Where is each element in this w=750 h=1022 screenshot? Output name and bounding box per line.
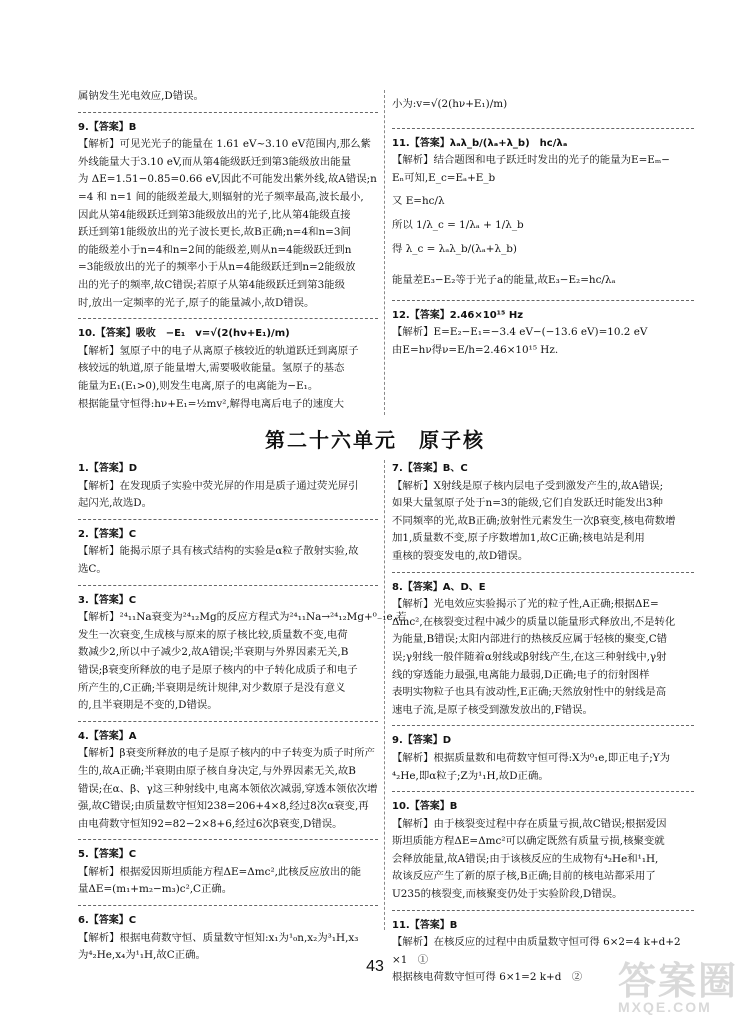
text-line: 故该反应产生了新的原子核,B正确;目前的核电站都采用了 [392, 870, 656, 883]
text-line: 线的穿透能力最强,电离能力最弱,D正确;电子的衍射图样 [392, 668, 650, 681]
question-10 [392, 798, 694, 904]
question-9 [392, 732, 694, 785]
text-line: 斯坦质能方程ΔE=Δmc²可以确定既然有质量亏损,核聚变就 [392, 835, 665, 848]
question-11-top [392, 135, 694, 290]
divider [392, 725, 694, 726]
divider [392, 128, 694, 129]
text-line: 【解析】在核反应的过程中由质量数守恒可得 6×2=4 k+d+2 [392, 936, 681, 949]
answer-label: 11.【答案】B [392, 919, 458, 931]
text-line: 跃迁到第1能级放出的光子波长更长,故B正确;n=4和n=3间 [78, 226, 351, 239]
text-line: 得 λ_c = λₐλ_b/(λₐ+λ_b) [392, 242, 517, 255]
text-line: 【解析】β衰变所释放的电子是原子核内的中子转变为质子时所产 [78, 747, 375, 760]
text-line: 加1,质量数不变,原子序数增加1,故C正确;核电站是利用 [392, 532, 645, 545]
text-line: 时,放出一定频率的光子,原子的能量减小,故D错误。 [78, 296, 315, 309]
text-line: 为 ΔE=1.51−0.85=0.66 eV,因此不可能发出紫外线,故A错误;n [78, 173, 377, 186]
text-line: ⁴₂He,即α粒子;Z为¹₁H,故D正确。 [392, 769, 549, 782]
text-line: 误;γ射线一般伴随着α射线或β射线产生,在这三种射线中,γ射 [392, 650, 667, 663]
answer-label: 1.【答案】D [78, 463, 138, 474]
question-3 [78, 592, 407, 715]
column-divider-top [384, 90, 385, 415]
text-line: 所以 1/λ_c = 1/λₐ + 1/λ_b [392, 218, 524, 231]
unit-title: 第二十六单元 原子核 [265, 428, 485, 452]
text-line: 量ΔE=(m₁+m₂−m₃)c²,C正确。 [78, 883, 233, 896]
text-line: 会释放能量,故A错误;由于该核反应的生成物有⁴₂He和¹₁H, [392, 852, 659, 865]
question-7 [392, 460, 694, 566]
question-4 [78, 728, 378, 834]
top-right-column [392, 96, 694, 360]
answer-label: 4.【答案】A [78, 730, 137, 742]
text-line: 表明实物粒子也具有波动性,E正确;天然放射性中的射线是高 [392, 686, 667, 699]
divider [78, 721, 378, 722]
question-10-top [78, 325, 378, 413]
intro-text: 属钠发生光电效应,D错误。 [78, 90, 204, 102]
text-line: 起闪光,故选D。 [78, 497, 152, 510]
text-line: 所产生的,C正确;半衰期是统计规律,对少数原子是没有意义 [78, 681, 346, 694]
text-line: 不同频率的光,故B正确;放射性元素发生一次β衰变,核电荷数增 [392, 514, 676, 527]
divider [78, 905, 378, 906]
answer-label: 9.【答案】B [78, 121, 137, 133]
text-line: 根据能量守恒得:hν+E₁=½mv²,解得电离后电子的速度大 [78, 397, 344, 410]
answer-label: 3.【答案】C [78, 594, 137, 606]
text-line: 【解析】²⁴₁₁Na衰变为²⁴₁₂Mg的反应方程式为²⁴₁₁Na→²⁴₁₂Mg+⁰₋₁e,若 [78, 611, 407, 624]
text-line: 【解析】E=E₂−E₁=−3.4 eV−(−13.6 eV)=10.2 eV [392, 326, 648, 339]
answer-label: 12.【答案】2.46×10¹⁵ Hz [392, 309, 524, 321]
watermark-text: 答案圈 [618, 961, 739, 1003]
question-9-top [78, 119, 378, 313]
text-line: =3能级放出的光子的频率小于从n=4能级跃迁到n=2能级放 [78, 261, 356, 274]
text-line: 出的光子的频率,故C错误;若原子从第4能级跃迁到第3能级 [78, 278, 345, 291]
text-line: 的,且半衰期是不变的,D错误。 [78, 699, 218, 712]
text-line: 【解析】氢原子中的电子从离原子核较近的轨道跃迁到离原子 [78, 344, 359, 357]
question-1 [78, 460, 378, 513]
text-line: 核较远的轨道,原子能量增大,需要吸收能量。氢原子的基态 [78, 362, 345, 375]
text-line: ×1 ① [392, 953, 429, 966]
continuation-line [78, 88, 378, 106]
text-line: 数减少2,所以中子减少2,故A错误;半衰期与外界因素无关,B [78, 646, 349, 659]
divider [78, 112, 378, 113]
answer-label: 10.【答案】吸收 −E₁ v=√(2(hν+E₁)/m) [78, 328, 290, 340]
text-line: =4 和 n=1 间的能级差最大,则辐射的光子频率最高,波长最小, [78, 190, 364, 203]
answer-label: 7.【答案】B、C [392, 463, 468, 474]
top-left-column [78, 88, 378, 413]
answer-label: 10.【答案】B [392, 801, 458, 813]
text-line: 【解析】根据质量数和电荷数守恒可得:X为⁰₁e,即正电子;Y为 [392, 751, 671, 764]
text-line: 速电子流,是原子核受到激发放出的,F错误。 [392, 703, 593, 716]
text-line: Δmc²,在核裂变过程中减少的质量以能量形式释放出,不是转化 [392, 615, 676, 628]
text-line: U235的核裂变,而核聚变仍处于实验阶段,D错误。 [392, 888, 623, 901]
text-line: 强,故C错误;由质量数守恒知238=206+4×8,经过8次α衰变,再 [78, 800, 369, 813]
text-line: 由E=hν得ν=E/h=2.46×10¹⁵ Hz. [392, 343, 559, 356]
text-line: 能量为E₁(E₁>0),则发生电离,原子的电离能为−E₁。 [78, 379, 319, 392]
divider [392, 572, 694, 573]
text-line: 【解析】根据电荷数守恒、质量数守恒知:x₁为¹₀n,x₂为³₁H,x₃ [78, 931, 359, 944]
text-line: 为⁴₂He,x₄为¹₁H,故C正确。 [78, 949, 206, 962]
text-line: 根据核电荷数守恒可得 6×1=2 k+d ② [392, 971, 583, 984]
answer-label: 6.【答案】C [78, 915, 137, 927]
question-5 [78, 846, 378, 899]
text-line: Eₙ可知,E_c=Eₐ+E_b [392, 171, 496, 184]
text-line: 小为:v=√(2(hν+E₁)/m) [392, 98, 508, 110]
question-2 [78, 526, 378, 579]
text-line: 重核的裂变发电的,故D错误。 [392, 549, 529, 562]
text-line: 发生一次衰变,生成核与原来的原子核比较,质量数不变,电荷 [78, 628, 348, 641]
text-line: 由电荷数守恒知92=82−2×8+6,经过6次β衰变,D错误。 [78, 817, 343, 830]
speed-continuation [392, 96, 694, 114]
question-8 [392, 579, 694, 720]
text-line: 因此从第4能级跃迁到第3能级放出的光子,比从第4能级直接 [78, 208, 351, 221]
answer-label: 11.【答案】λₐλ_b/(λₐ+λ_b) hc/λₐ [392, 137, 568, 149]
text-line: 【解析】X射线是原子核内层电子受到激发产生的,故A错误; [392, 479, 664, 492]
question-12-top [392, 307, 694, 360]
bottom-right-column [392, 460, 694, 987]
answer-label: 5.【答案】C [78, 849, 137, 861]
text-line: 如果大量氢原子处于n=3的能级,它们自发跃迁时能发出3种 [392, 497, 663, 510]
answer-label: 8.【答案】A、D、E [392, 581, 486, 593]
text-line: 【解析】可见光光子的能量在 1.61 eV~3.10 eV范围内,那么紫 [78, 138, 371, 151]
divider [78, 519, 378, 520]
text-line: 【解析】由于核裂变过程中存在质量亏损,故C错误;根据爱因 [392, 817, 667, 830]
column-divider-bottom [384, 460, 385, 930]
divider [392, 300, 694, 301]
text-line: 选C。 [78, 562, 107, 575]
text-line: 能量差E₃−E₂等于光子a的能量,故E₃−E₂=hc/λₐ [392, 274, 616, 287]
question-6 [78, 912, 378, 965]
divider [78, 585, 378, 586]
divider [392, 910, 694, 911]
divider [392, 791, 694, 792]
text-line: 为能量,B错误;太阳内部进行的热核反应属于轻核的聚变,C错 [392, 633, 668, 646]
text-line: 外线能量大于3.10 eV,而从第4能级跃迁到第3能级放出能量 [78, 155, 351, 168]
answer-label: 9.【答案】D [392, 735, 452, 747]
bottom-left-column [78, 460, 407, 965]
page-number: 43 [366, 958, 384, 975]
divider [78, 318, 378, 319]
watermark-logo [618, 950, 738, 1015]
text-line: 错误;在α、β、γ这三种射线中,电离本领依次减弱,穿透本领依次增 [78, 782, 378, 795]
answer-label: 2.【答案】C [78, 528, 137, 540]
text-line: 【解析】结合题图和电子跃迁时发出的光子的能量为E=Eₘ− [392, 154, 670, 167]
watermark-url: MXQE.COM [618, 999, 712, 1015]
text-line: 错误;β衰变所释放的电子是原子核内的中子转化成质子和电子 [78, 663, 358, 676]
text-line: 【解析】光电效应实验揭示了光的粒子性,A正确;根据ΔE= [392, 598, 659, 611]
text-line: 又 E=hc/λ [392, 195, 445, 208]
text-line: 【解析】根据爱因斯坦质能方程ΔE=Δmc²,此核反应放出的能 [78, 865, 362, 878]
text-line: 的能级差小于n=4和n=2间的能级差,则从n=4能级跃迁到n [78, 243, 352, 256]
text-line: 【解析】在发现质子实验中荧光屏的作用是质子通过荧光屏引 [78, 479, 359, 492]
divider [78, 839, 378, 840]
text-line: 生的,故A正确;半衰期由原子核自身决定,与外界因素无关,故B [78, 764, 356, 777]
text-line: 【解析】能揭示原子具有核式结构的实验是α粒子散射实验,故 [78, 545, 359, 558]
